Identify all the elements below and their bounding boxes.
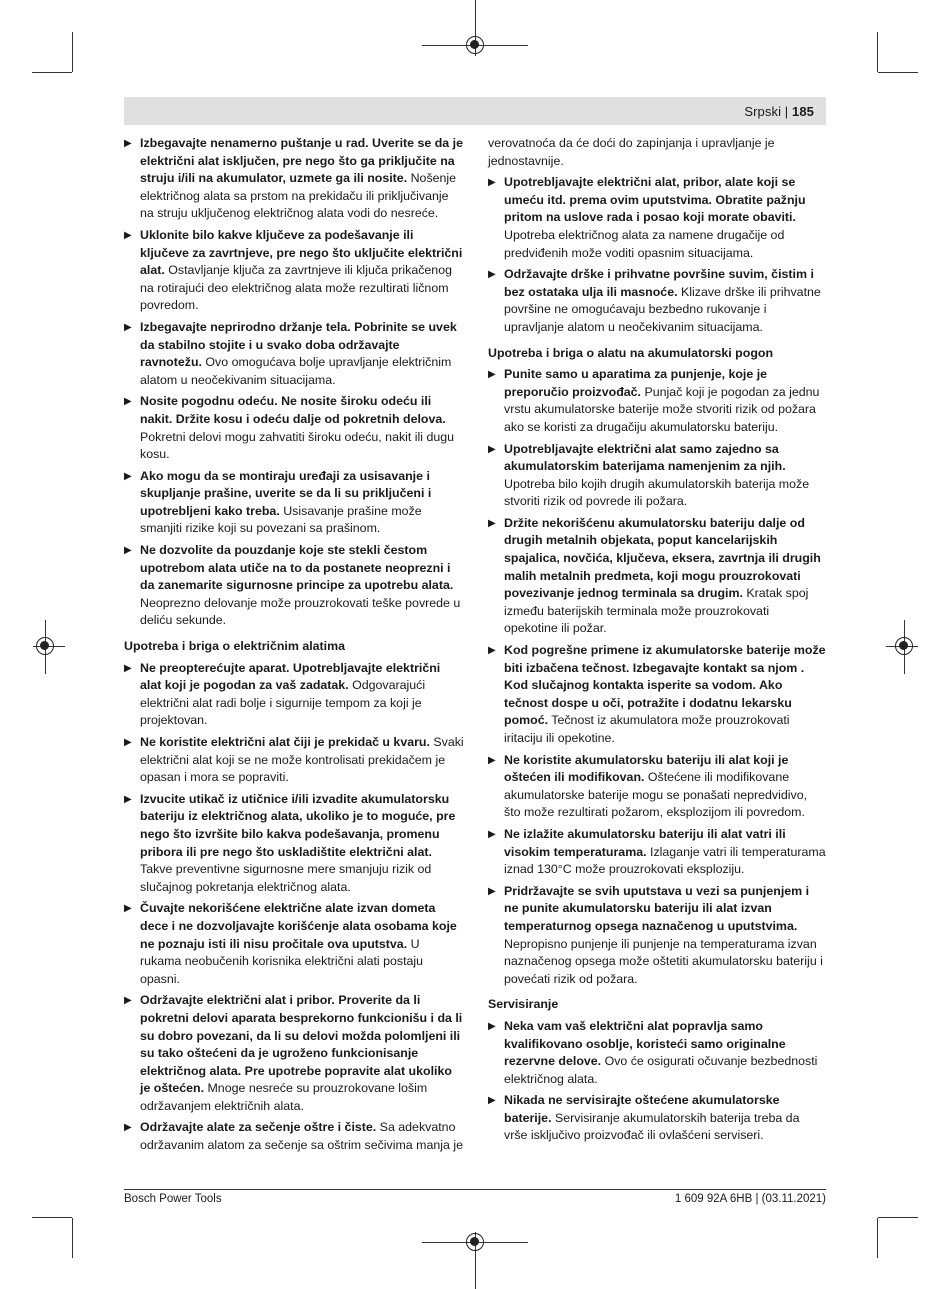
instruction-bold-text: Izbegavajte neprirodno držanje tela. Pobrinite se uvek da stabilno stojite i u svako doba održavajte ravnotežu. — [140, 319, 457, 370]
bullet-arrow-icon: ▶ — [124, 662, 132, 674]
instruction-bold-text: Ne preopterećujte aparat. Upotrebljavajte električni alat koji je pogodan za vaš zadatak. — [140, 660, 441, 693]
instruction-bold-text: Držite nekorišćenu akumulatorsku bateriju dalje od drugih metalnih objekata, poput kancelarijskih spajalica, novčića, ključeva, eksera, zavrtnja ili drugih malih metalnih predmeta, koji mogu prouzrokovati povezivanje jednog terminala sa drugim. — [504, 515, 821, 601]
instruction-bold-text: Ne izlažite akumulatorsku bateriju ili alat vatri ili visokim temperaturama. — [504, 826, 786, 859]
bullet-arrow-icon: ▶ — [124, 321, 132, 333]
instruction-explanation-text: Klizave drške ili prihvatne površine ne omogućavaju bezbedno rukovanje i upravljanje alatom u neočekivanim situacijama. — [504, 284, 821, 334]
page-header — [744, 104, 814, 119]
instruction-explanation-text: Ovo će osigurati očuvanje bezbednosti električnog alata. — [504, 1054, 818, 1086]
bullet-arrow-icon: ▶ — [124, 138, 132, 149]
instruction-explanation-text: Nošenje električnog alata sa prstom na prekidaču ili priključivanje na struju uključenog električnog alata vodi do nesreće. — [140, 171, 457, 221]
instruction-bold-text: Održavajte električni alat i pribor. Proverite da li pokretni delovi aparata besprekorno funkcionišu i da li su dobro povezani, da li su delovi možda polomljeni ili su tako oštećeni da je ugroženo funkcionisanje električnog alata. Pre upotrebe popravite alat ukoliko je oštećen. — [140, 993, 463, 1096]
bullet-arrow-icon: ▶ — [488, 269, 496, 281]
footer-doc-id: 1 609 92A 6HB | (03.11.2021) — [674, 1193, 826, 1205]
section-heading: Servisiranje — [488, 997, 559, 1012]
page-header-bar — [124, 97, 826, 125]
bullet-arrow-icon: ▶ — [488, 1095, 496, 1107]
crop-mark-top-left — [72, 32, 73, 72]
instruction-bold-text: Održavajte alate za sečenje oštre i čiste. — [140, 1120, 377, 1135]
safety-instruction-item — [488, 515, 826, 638]
safety-instruction-item — [488, 174, 826, 262]
instruction-bold-text: Izvucite utikač iz utičnice i/ili izvadite akumulatorsku bateriju iz električnog alata, ukoliko je to moguće, pre nego što izvršite bilo kakva podešavanja, promenu pribora ili pre nego što uskladištite električni alat. — [140, 791, 456, 859]
safety-instruction-item — [124, 660, 464, 730]
section-heading: Upotreba i briga o alatu na akumulatorski pogon — [488, 345, 774, 360]
instruction-explanation-text: Svaki električni alat koji se ne može kontrolisati prekidačem je opasan i mora se popraviti. — [140, 735, 464, 785]
instruction-bold-text: Uklonite bilo kakve ključeve za podešavanje ili ključeve za zavrtnjeve, pre nego što uključite električni alat. — [140, 227, 463, 278]
instruction-explanation-text: U rukama neobučenih korisnika električni alati postaju opasni. — [140, 936, 424, 986]
instruction-explanation-text: Upotreba električnog alata za namene drugačije od predviđenih može voditi opasnim situacijama. — [504, 227, 785, 260]
instruction-bold-text: Održavajte drške i prihvatne površine suvim, čistim i bez ostataka ulja ili masnoće. — [504, 267, 814, 299]
instruction-bold-text: Čuvajte nekorišćene električne alate izvan dometa dece i ne dozvoljavajte korišćenje alata osobama koje ne poznaju isti ili nisu pročitale ova uputstva. — [140, 901, 457, 951]
instruction-explanation-text: Sa adekvatno održavanim alatom za sečenje sa oštrim sečivima manja je — [140, 1120, 463, 1153]
instruction-bold-text: Upotrebljavajte električni alat samo zajedno sa akumulatorskim baterijama namenjenim za njih. — [504, 441, 786, 474]
instruction-bold-text: Upotrebljavajte električni alat, pribor, alate koji se umeću itd. prema ovim uputstvima. Obratite pažnju pritom na uslove rada i posao koji morate obaviti. — [504, 175, 806, 225]
instruction-explanation-text: Punjač koji je pogodan za jednu vrstu akumulatorske baterije može stvoriti rizik od požara ako se koristi za drugačiju akumulatorsku bateriju. — [504, 384, 820, 434]
instruction-bold-text: Nikada ne servisirajte oštećene akumulatorske baterije. — [504, 1093, 780, 1125]
right-text-column — [488, 135, 826, 1149]
safety-instruction-item — [124, 734, 464, 787]
instruction-explanation-text: Pokretni delovi mogu zahvatiti široku odeću, nakit ili dugu kosu. — [140, 429, 455, 462]
instruction-explanation-text: Takve preventivne sigurnosne mere smanjuju rizik od slučajnog pokretanja električnog alata. — [140, 862, 432, 894]
bullet-arrow-icon: ▶ — [124, 470, 132, 482]
page-number: 185 — [792, 104, 814, 119]
registration-target-right-icon — [895, 637, 913, 655]
instruction-bold-text: Pridržavajte se svih uputstava u vezi sa punjenjem i ne punite akumulatorsku bateriju ili alat izvan temperaturnog opsega naznačenog u uputstvima. — [504, 883, 810, 933]
registration-target-left-icon — [36, 637, 54, 655]
instruction-explanation-text: Neoprezno delovanje može prouzrokovati teške povrede u deliću sekunde. — [140, 595, 461, 628]
instruction-explanation-text: Izlaganje vatri ili temperaturama iznad 130°C može prouzrokovati eksploziju. — [504, 844, 826, 877]
safety-instruction-item — [488, 366, 826, 436]
bullet-arrow-icon: ▶ — [488, 369, 496, 381]
bullet-arrow-icon: ▶ — [488, 828, 496, 840]
safety-instruction-item — [488, 642, 826, 748]
safety-instruction-item — [124, 319, 464, 389]
instruction-explanation-text: Servisiranje akumulatorskih baterija treba da vrše isključivo proizvođač ili ovlašćeni serviseri. — [504, 1110, 800, 1143]
instruction-bold-text: Ne dozvolite da pouzdanje koje ste stekli čestom upotrebom alata utiče na to da postanete neoprezni i da zanemarite sigurnosne principe za upotrebu alata. — [140, 543, 454, 593]
instruction-explanation-text: Nepropisno punjenje ili punjenje na temperaturama izvan naznačenog opsega može oštetiti akumulatorsku bateriju i povećati rizik od požara. — [504, 936, 823, 986]
instruction-bold-text: Ako mogu da se montiraju uređaji za usisavanje i skupljanje prašine, uverite se da li su priključeni i upotrebljeni kako treba. — [140, 468, 432, 518]
bullet-arrow-icon: ▶ — [488, 517, 496, 529]
safety-instruction-item — [124, 791, 464, 897]
bullet-arrow-icon: ▶ — [124, 737, 132, 748]
safety-instruction-item — [124, 468, 464, 538]
safety-instruction-item — [488, 1018, 826, 1088]
instruction-explanation-text: Odgovarajući električni alat radi bolje i sigurnije tempom za koji je projektovan. — [140, 678, 426, 728]
instruction-explanation-text: Upotreba bilo kojih drugih akumulatorskih baterija može stvoriti rizik od povrede ili požara. — [504, 476, 810, 509]
footer-brand: Bosch Power Tools — [124, 1193, 222, 1205]
instruction-explanation-text: Kratak spoj između baterijskih terminala može prouzrokovati opekotine ili požar. — [504, 586, 809, 636]
safety-instruction-item — [488, 826, 826, 879]
registration-target-top-icon — [466, 36, 484, 54]
safety-instruction-item — [124, 1119, 464, 1154]
instruction-explanation-text: Ovo omogućava bolje upravljanje električnim alatom u neočekivanim situacijama. — [140, 355, 452, 387]
safety-instruction-item — [124, 393, 464, 463]
crop-mark-top-right-h — [878, 72, 918, 73]
crop-mark-bottom-right-h — [878, 1217, 918, 1218]
bullet-arrow-icon: ▶ — [488, 754, 496, 766]
bullet-arrow-icon: ▶ — [488, 885, 496, 897]
paragraph-continuation: verovatnoća da će doći do zapinjanja i upravljanje je jednostavnije. — [488, 136, 775, 168]
safety-instruction-item — [488, 883, 826, 989]
bullet-arrow-icon: ▶ — [124, 229, 132, 241]
safety-instruction-item — [124, 135, 464, 223]
header-separator: | — [784, 104, 792, 119]
instruction-bold-text: Nosite pogodnu odeću. Ne nosite široku odeću ili nakit. Držite kosu i odeću dalje od pokretnih delova. — [140, 394, 446, 426]
safety-instruction-item — [488, 266, 826, 336]
crop-mark-bottom-left — [72, 1218, 73, 1258]
bullet-arrow-icon: ▶ — [124, 903, 132, 915]
bullet-arrow-icon: ▶ — [124, 793, 132, 805]
instruction-bold-text: Ne koristite akumulatorsku bateriju ili alat koji je oštećen ili modifikovan. — [504, 752, 789, 785]
section-heading: Upotreba i briga o električnim alatima — [124, 639, 346, 654]
safety-instruction-item — [124, 227, 464, 315]
safety-instruction-item — [488, 441, 826, 511]
instruction-explanation-text: Tečnost iz akumulatora može prouzrokovati iritaciju ili opekotine. — [504, 713, 790, 745]
safety-instruction-item — [488, 1092, 826, 1145]
safety-instruction-item — [124, 542, 464, 630]
bullet-arrow-icon: ▶ — [124, 396, 132, 408]
bullet-arrow-icon: ▶ — [488, 645, 496, 657]
bullet-arrow-icon: ▶ — [124, 995, 132, 1007]
instruction-bold-text: Izbegavajte nenamerno puštanje u rad. Uverite se da je električni alat isključen, pre nego što ga priključite na struju i/ili na akumulator, uzmete ga ili nosite. — [140, 136, 463, 186]
instruction-bold-text: Kod pogrešne primene iz akumulatorske baterije može biti izbačena tečnost. Izbegavajte kontakt sa njom . Kod slučajnog kontakta isperite sa vodom. Ako tečnost dospe u oči, potražite i dodatnu lekarsku pomoć. — [504, 643, 826, 728]
left-text-column — [124, 135, 464, 1159]
bullet-arrow-icon: ▶ — [124, 545, 132, 557]
instruction-explanation-text: Usisavanje prašine može smanjiti rizike koji su povezani sa prašinom. — [140, 503, 422, 536]
instruction-bold-text: Ne koristite električni alat čiji je prekidač u kvaru. — [140, 735, 430, 749]
bullet-arrow-icon: ▶ — [124, 1122, 132, 1134]
safety-instruction-item — [124, 992, 464, 1115]
footer-rule — [124, 1189, 826, 1190]
instruction-explanation-text: Oštećene ili modifikovane akumulatorske baterije mogu se ponašati nepredvidivo, što može rezultirati požarom, eksplozijom ili povredom. — [504, 770, 808, 820]
instruction-bold-text: Neka vam vaš električni alat popravlja samo kvalifikovano osoblje, koristeći samo originalne rezervne delove. — [504, 1018, 786, 1069]
bullet-arrow-icon: ▶ — [488, 443, 496, 455]
instruction-explanation-text: Ostavljanje ključa za zavrtnjeve ili ključa prikačenog na rotirajući deo električnog alata može rezultirati ličnom povredom. — [140, 263, 452, 313]
bullet-arrow-icon: ▶ — [488, 177, 496, 189]
bullet-arrow-icon: ▶ — [488, 1020, 496, 1032]
instruction-bold-text: Punite samo u aparatima za punjenje, koje je preporučio proizvođač. — [504, 367, 768, 399]
registration-target-bottom-icon — [466, 1233, 484, 1251]
instruction-explanation-text: Mnoge nesreće su prouzrokovane lošim održavanjem električnih alata. — [140, 1081, 428, 1113]
safety-instruction-item — [488, 752, 826, 822]
header-language: Srpski — [744, 104, 782, 119]
crop-mark-top-left-h — [32, 72, 72, 73]
crop-mark-top-right — [877, 32, 878, 72]
crop-mark-bottom-left-h — [32, 1217, 72, 1218]
safety-instruction-item — [124, 900, 464, 988]
crop-mark-bottom-right — [877, 1218, 878, 1258]
